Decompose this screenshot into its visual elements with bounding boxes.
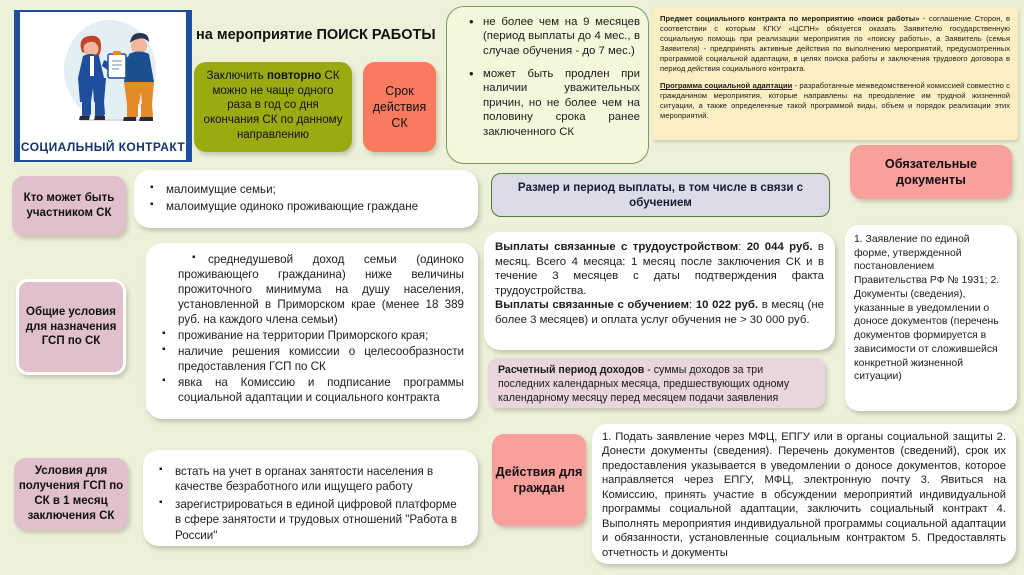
- label-first-month-conditions: Условия для получения ГСП по СК в 1 месяц заключения СК: [14, 458, 128, 530]
- definition-subject-lead: Предмет социального контракта по мероприятию «поиск работы»: [660, 14, 920, 23]
- label-who-can-participate: Кто может быть участником СК: [12, 176, 126, 236]
- common-conditions-list: [160, 253, 464, 406]
- chip-repeat-rest: СК можно не чаще одного раза в год со дня окончания СК по данному направлению: [203, 70, 343, 141]
- definition-subject-body: - соглашение Сторон, в соответствии с которым КГКУ «ЦСПН» обязуется оказать Заявителю государственную социальную помощь при реализации мероприятия по «поиску работы», а Заявитель (семья Заявителя) - предпринять активные действия по выполнению мероприятий, предусмотренных программой социальной адаптации, в целях поиска работы и заключения трудового договора в период действия социального контракта.: [660, 14, 1010, 74]
- card-income-calculation-period: [488, 358, 825, 408]
- payment-training-body: в месяц (не более 3 месяцев) и оплата услуг обучения не > 30 000 руб.: [495, 299, 824, 326]
- definition-program-lead: Программа социальной адаптации: [660, 81, 793, 91]
- list-item: ▪ среднедушевой доход семьи (одиноко проживающего гражданина) ниже величины прожиточного минимума на душу населения, установленной в Приморском крае (менее 18 389 руб. на каждого члена семьи): [160, 253, 464, 328]
- card-citizen-actions: [592, 424, 1016, 564]
- list-item: ▪ зарегистрироваться в единой цифровой платформе в сфере занятости и трудовых отношений "Работа в России": [157, 497, 464, 543]
- definition-subject: [660, 14, 1010, 74]
- card-common-conditions: [146, 243, 478, 419]
- payment-training-lead: Выплаты связанные с обучением: [495, 299, 690, 312]
- payment-employment-sep: :: [738, 241, 747, 253]
- page-title: на мероприятие ПОИСК РАБОТЫ: [196, 27, 436, 43]
- list-item: ▪ наличие решения комиссии о целесообразности предоставления ГСП по СК: [160, 345, 464, 375]
- actions-body: 1. Подать заявление через МФЦ, ЕПГУ или в органы социальной защиты 2. Донести документы (сведения). Перечень документов (сведений), срок их предоставления указывается в уведомлении о доносе документов, которое направляется через ЕПГУ, МФЦ, электронную почту 3. Явиться на Комиссию, принять участие в обсуждении мероприятий индивидуальной программы социальной адаптации, заключить социальный контракт 4. Выполнять мероприятия индивидуальной программы социальной адаптации и обязанности, установленные социальным контрактом 5. Предоставлять отчетность и документы: [602, 431, 1006, 559]
- income-period-body: - суммы доходов за три последних календарных месяца, предшествующих одному календарному месяцу перед месяцем подачи заявления: [498, 364, 790, 404]
- who-list: [148, 182, 464, 214]
- term-details-list: [451, 15, 640, 139]
- list-item: ▪ встать на учет в органах занятости населения в качестве безработного или ищущего работу: [157, 464, 464, 495]
- list-item: ▪ малоимущие семьи;: [148, 182, 464, 197]
- payment-employment: [495, 240, 824, 298]
- chip-repeat-bold: повторно: [266, 70, 322, 82]
- payment-employment-lead: Выплаты связанные с трудоустройством: [495, 241, 739, 253]
- list-item: • может быть продлен при наличии уважительных причин, но не более чем на половину срока ранее заключенного СК: [469, 67, 640, 139]
- definition-program-body: - разработанные межведомственной комиссией совместно с гражданином мероприятия, которые направлены на преодоление им трудной жизненной ситуации, а также определенные такой программой виды, объем и порядок реализации этих мероприятий.: [660, 81, 1010, 121]
- card-required-documents: [845, 225, 1017, 411]
- definition-program: [660, 81, 1010, 121]
- payment-training-sep: :: [689, 299, 696, 312]
- list-item: ▪ явка на Комиссию и подписание программы социальной адаптации и социального контракта: [160, 376, 464, 406]
- chip-repeat-contract: [194, 62, 352, 152]
- chip-contract-term: Срок действия СК: [363, 62, 436, 152]
- chip-repeat-prefix: Заключить: [206, 70, 267, 82]
- label-common-conditions: Общие условия для назначения ГСП по СК: [16, 279, 126, 375]
- documents-body: 1. Заявление по единой форме, утвержденной постановлением Правительства РФ № 1931; 2. Документы (сведения), указанные в уведомлении о доносе документов (перечень документов формируется в зависимости от сложившейся конкретной жизненной ситуации): [854, 234, 1000, 383]
- illustration-caption: СОЦИАЛЬНЫЙ КОНТРАКТ: [20, 140, 186, 154]
- card-first-month-conditions: [143, 450, 478, 546]
- label-citizen-actions: Действия для граждан: [492, 434, 586, 526]
- list-item: • не более чем на 9 месяцев (период выплаты до 4 мес., в случае обучения - до 7 мес.): [469, 15, 640, 58]
- card-payment-details: [484, 232, 835, 350]
- payment-training-amount: 10 022 руб.: [695, 299, 759, 312]
- list-item: ▪ малоимущие одиноко проживающие граждане: [148, 199, 464, 214]
- header-payment-amount-period: Размер и период выплаты, в том числе в связи с обучением: [491, 173, 830, 217]
- card-who-can-participate: [134, 170, 478, 228]
- income-period-text: [498, 364, 815, 405]
- label-required-documents: Обязательные документы: [850, 145, 1012, 199]
- income-period-lead: Расчетный период доходов: [498, 364, 645, 376]
- term-details-card: [446, 6, 649, 164]
- payment-training: [495, 298, 824, 327]
- definitions-panel: [652, 8, 1018, 140]
- illustration-card: [14, 10, 192, 162]
- list-item: ▪ проживание на территории Приморского края;: [160, 329, 464, 344]
- social-contract-illustration-icon: [20, 16, 186, 128]
- payment-employment-amount: 20 044 руб.: [746, 241, 813, 253]
- first-month-list: [157, 464, 464, 543]
- payment-employment-body: в месяц. Всего 4 месяца: 1 месяц после заключения СК и в течение 3 месяцев с даты подтверждения факта трудоустройства.: [495, 241, 824, 297]
